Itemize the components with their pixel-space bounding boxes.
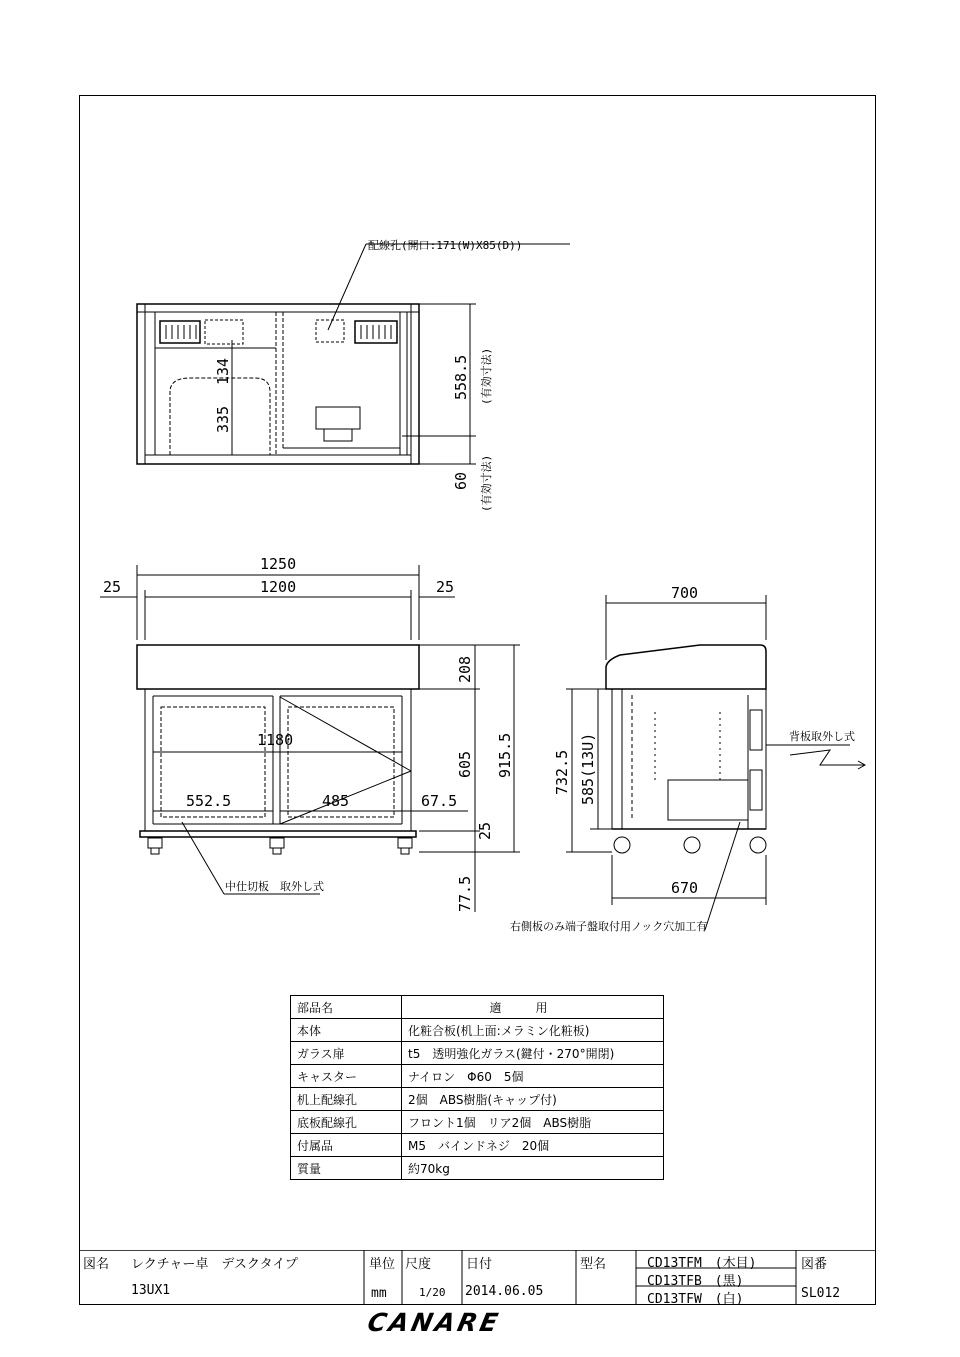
dim-1200: 1200 <box>260 578 297 596</box>
dim-67: 67.5 <box>421 792 458 810</box>
scale-value: 1/20 <box>419 1286 446 1299</box>
dim-700: 700 <box>671 584 699 602</box>
dim-25-bottom: 25 <box>476 821 494 840</box>
title-name-label: 図名 <box>83 1257 110 1272</box>
dim-60-note: (有効寸法) <box>480 454 493 512</box>
dim-605: 605 <box>456 750 474 778</box>
back-panel-note: 背板取外し式 <box>789 730 855 743</box>
spec-row-key: 本体 <box>291 1019 402 1042</box>
title-block <box>79 1250 876 1305</box>
dim-1250: 1250 <box>260 555 297 573</box>
spec-header-use: 適用 <box>402 996 664 1019</box>
dim-25-right: 25 <box>436 578 455 596</box>
canare-logo: CANARE <box>364 1308 504 1337</box>
dim-915: 915.5 <box>496 732 514 778</box>
spec-row <box>291 1157 664 1180</box>
spec-row-key: 付属品 <box>291 1134 402 1157</box>
spec-row-key: 机上配線孔 <box>291 1088 402 1111</box>
scale-label: 尺度 <box>405 1257 432 1272</box>
spec-row-key: 底板配線孔 <box>291 1111 402 1134</box>
dim-552: 552.5 <box>186 792 232 810</box>
wire-hole-right <box>355 321 397 343</box>
model-1: CD13TFM (木目) <box>647 1256 757 1271</box>
date-value: 2014.06.05 <box>465 1284 544 1299</box>
spec-row <box>291 1111 664 1134</box>
spec-row <box>291 1088 664 1111</box>
dim-585: 585(13U) <box>579 732 597 805</box>
front-view <box>100 565 520 912</box>
title-name: レクチャー卓 デスクタイプ <box>131 1257 298 1272</box>
top-view <box>137 244 570 464</box>
spec-row-value: M5 バインドネジ 20個 <box>402 1134 664 1157</box>
spec-row-key: 質量 <box>291 1157 402 1180</box>
side-knock-note: 右側板のみ端子盤取付用ノック穴加工有 <box>510 920 708 933</box>
title-sub: 13UX1 <box>131 1283 171 1298</box>
side-view <box>566 595 865 930</box>
spec-header-row <box>291 996 664 1019</box>
spec-header-part: 部品名 <box>291 996 402 1019</box>
dim-77: 77.5 <box>456 875 474 912</box>
unit-label: 単位 <box>369 1257 396 1272</box>
spec-row-value: t5 透明強化ガラス(鍵付・270°開閉) <box>402 1042 664 1065</box>
spec-row-value: 化粧合板(机上面:メラミン化粧板) <box>402 1019 664 1042</box>
spec-row-value: 約70kg <box>402 1157 664 1180</box>
drawing-no: SL012 <box>801 1286 841 1301</box>
dim-558: 558.5 <box>452 354 470 400</box>
model-3: CD13TFW (白) <box>647 1292 744 1307</box>
spec-row-value: ナイロン Φ60 5個 <box>402 1065 664 1088</box>
dim-732: 732.5 <box>553 749 571 795</box>
dim-1180: 1180 <box>257 731 294 749</box>
dim-670: 670 <box>671 879 699 897</box>
model-label: 型名 <box>580 1257 607 1272</box>
spec-row <box>291 1042 664 1065</box>
spec-row-value: フロント1個 リア2個 ABS樹脂 <box>402 1111 664 1134</box>
dim-485: 485 <box>322 792 350 810</box>
dim-335: 335 <box>214 405 232 433</box>
dim-208: 208 <box>456 655 474 683</box>
spec-row <box>291 1065 664 1088</box>
dim-134: 134 <box>214 357 232 385</box>
drawing-no-label: 図番 <box>801 1257 828 1272</box>
wire-hole-left <box>160 321 200 343</box>
dim-558-note: (有効寸法) <box>480 347 493 405</box>
spec-row <box>291 1019 664 1042</box>
spec-row-key: ガラス扉 <box>291 1042 402 1065</box>
dim-60: 60 <box>452 471 470 490</box>
top-view-hole-note: 配線孔(開口:171(W)X85(D)) <box>368 239 523 252</box>
spec-row-value: 2個 ABS樹脂(キャップ付) <box>402 1088 664 1111</box>
model-2: CD13TFB (黒) <box>647 1274 744 1289</box>
front-partition-note: 中仕切板 取外し式 <box>225 880 324 893</box>
dim-25-left: 25 <box>103 578 122 596</box>
spec-row <box>291 1134 664 1157</box>
date-label: 日付 <box>466 1257 493 1272</box>
spec-table <box>290 995 664 1180</box>
unit-value: mm <box>371 1286 387 1301</box>
spec-row-key: キャスター <box>291 1065 402 1088</box>
